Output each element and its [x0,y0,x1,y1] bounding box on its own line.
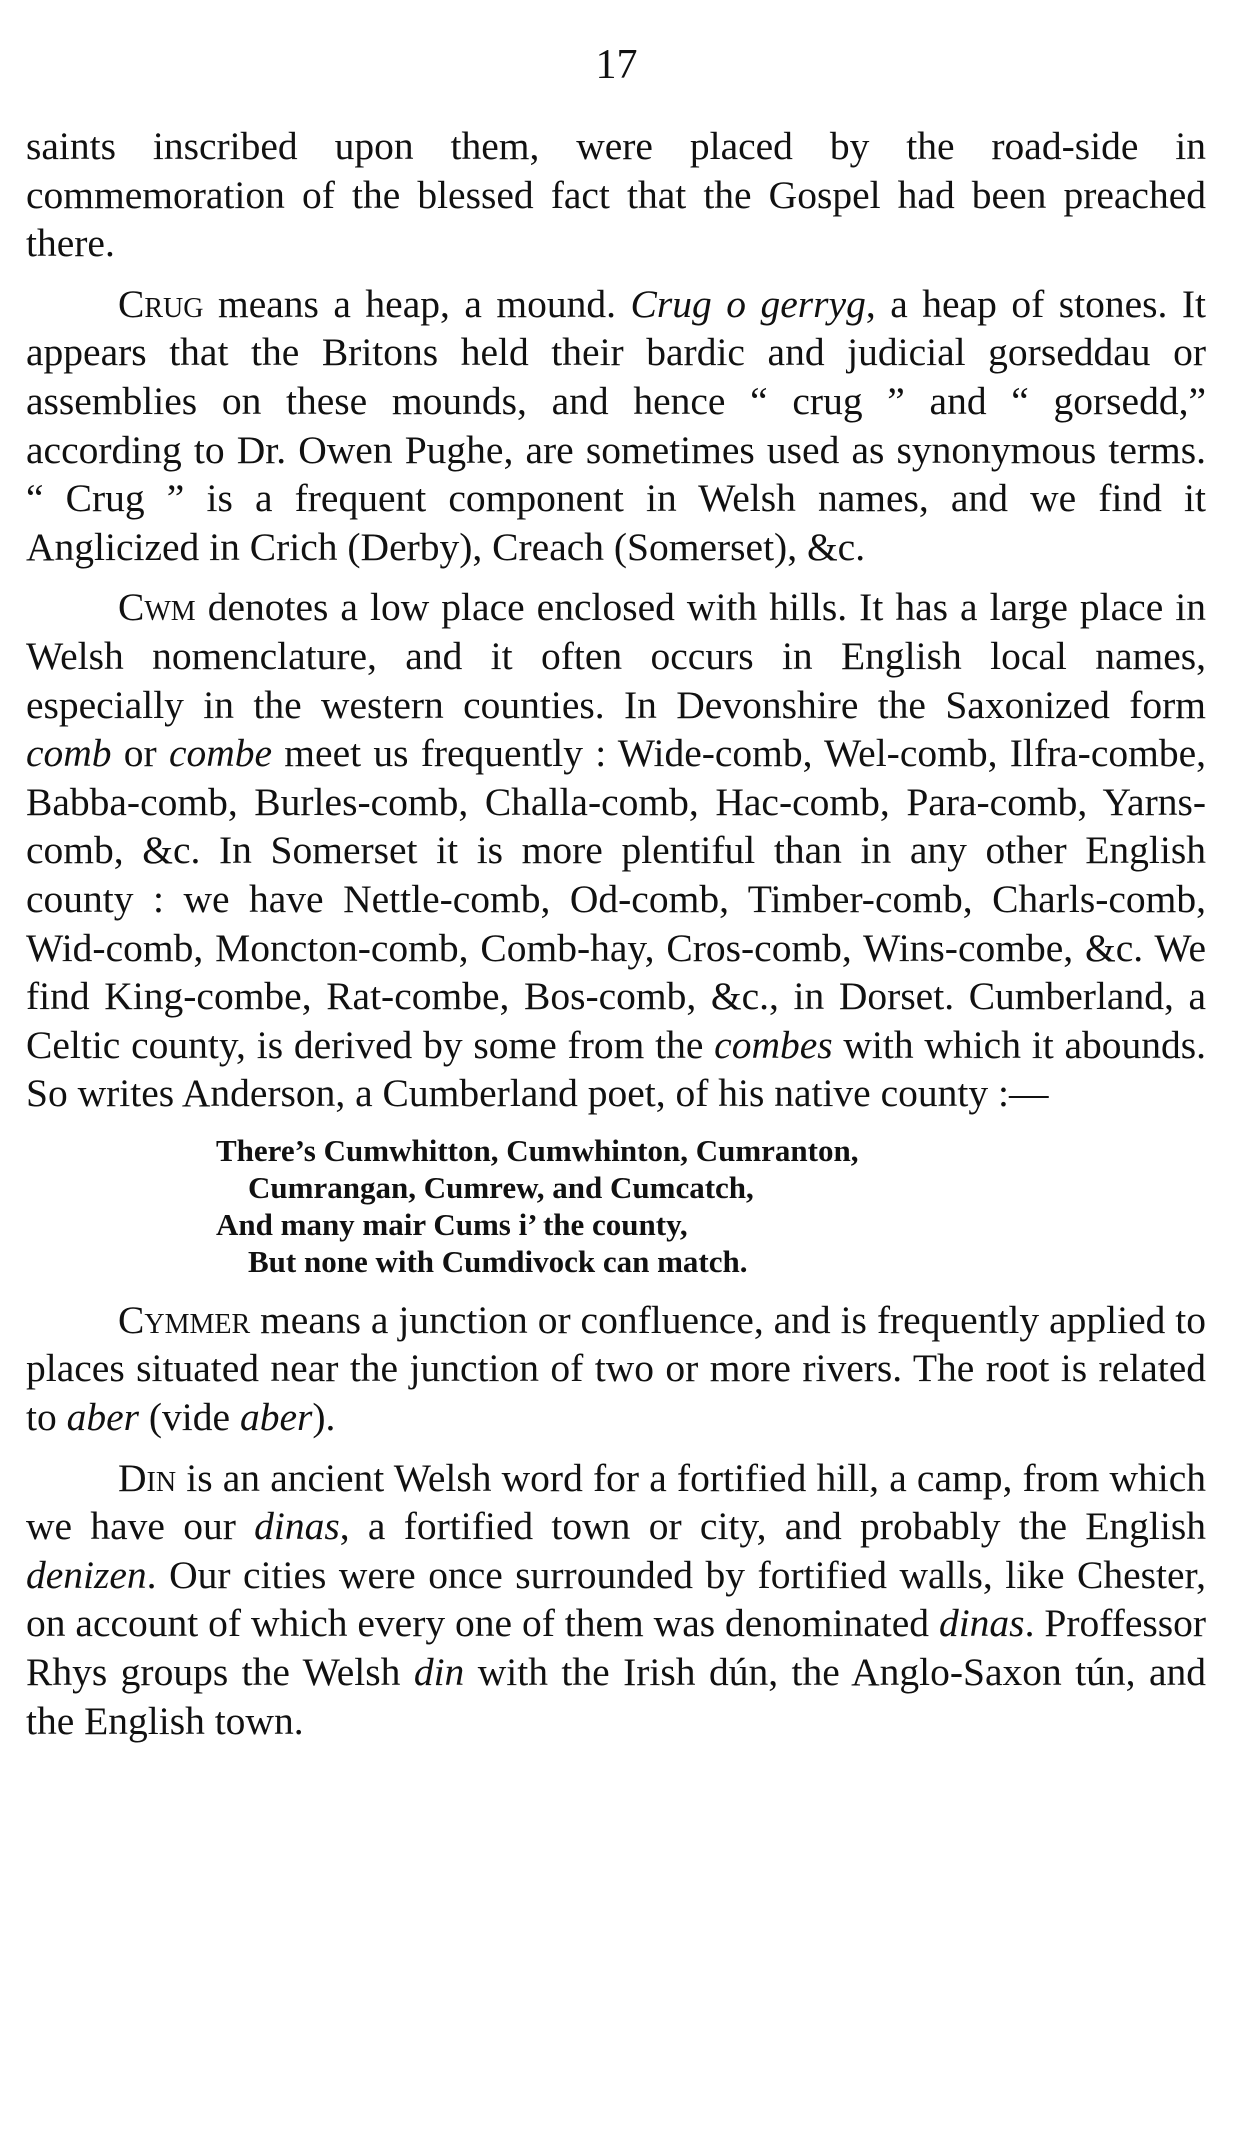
text-run: . Proffessor Rhys groups the Welsh [26,1601,1206,1695]
paragraph-cymmer [26,1296,1206,1442]
headword-din: Din [118,1455,177,1500]
italic-term: dinas [254,1504,340,1549]
italic-term: aber [239,1395,313,1440]
text-run: saints inscribed upon them, were placed by the road-side in commemoration of the blessed fact that the Gospel had been preached there. [26,124,1206,266]
paragraph-crug [26,280,1206,572]
paragraph-cwm [26,583,1206,1118]
headword-cwm: Cwm [118,585,196,630]
italic-term: comb [26,731,112,776]
page-number: 17 [595,42,638,88]
headword-cymmer: Cymmer [118,1297,251,1342]
text-run: , a heap of stones. It appears that the Britons held their bardic and judicial gorseddau or assemblies on these mounds, and hence “ crug ” and “ gorsedd,” according to Dr. Owen Pughe, are sometimes used as synonymous terms. “ Crug ” is a frequent component in Welsh names, and we find it Anglicized in Crich (Derby), Creach (Somerset), &c. [26,281,1206,569]
verse-line: And many mair Cums i’ the county, [216,1206,688,1242]
text-run: meet us frequently : Wide-comb, Wel-comb, Ilfra-combe, Babba-comb, Burles-comb, Challa-comb, Hac-comb, Para-comb, Yarns-comb, &c. In Somerset it is more plentiful than in any other English county : we have Nettle-comb, Od-comb, Timber-comb, Charls-comb, Wid-comb, Moncton-comb, Comb-hay, Cros-comb, Wins-combe, &c. We find King-combe, Rat-combe, Bos-comb, &c., in Dorset. Cumberland, a Celtic county, is derived by some from the [26,731,1206,1067]
italic-term: combe [168,731,273,776]
italic-term: din [413,1650,465,1695]
text-run: ). [312,1395,336,1440]
text-run: means a heap, a mound. [203,281,631,326]
verse-line: Cumrangan, Cumrew, and Cumcatch, [248,1169,754,1205]
headword-crug: Crug [118,281,204,326]
text-run: . Our cities were once surrounded by fortified walls, like Chester, on account of which every one of them was denominated [26,1552,1206,1646]
italic-term: aber [66,1395,140,1440]
italic-term: combes [714,1022,833,1067]
body-text [26,122,1206,1745]
italic-term: denizen [26,1552,147,1597]
verse-quotation [216,1132,1206,1280]
italic-term: dinas [938,1601,1025,1646]
italic-term: Crug o gerryg [630,281,866,326]
paragraph-din [26,1454,1206,1746]
text-run: means a junction or confluence, and is frequently applied to places situated near the junction of two or more rivers. The root is related to [26,1297,1206,1440]
text-run: or [111,731,169,776]
paragraph-continuation [26,122,1206,268]
text-run: with which it abounds. So writes Anderson, a Cumberland poet, of his native county :— [26,1022,1207,1116]
text-run: , a fortified town or city, and probably the English [339,1504,1206,1549]
text-run: is an ancient Welsh word for a fortified hill, a camp, from which we have our [26,1455,1206,1549]
text-run: denotes a low place enclosed with hills. It has a large place in Welsh nomenclature, and it often occurs in English local names, especially in the western counties. In Devonshire the Saxonized form [26,585,1206,727]
verse-line: But none with Cumdivock can match. [248,1243,748,1279]
text-run: (vide [139,1395,240,1440]
verse-line: There’s Cumwhitton, Cumwhinton, Cumranton, [216,1132,859,1168]
text-run: with the Irish dún, the Anglo-Saxon tún, and the English town. [26,1650,1206,1743]
